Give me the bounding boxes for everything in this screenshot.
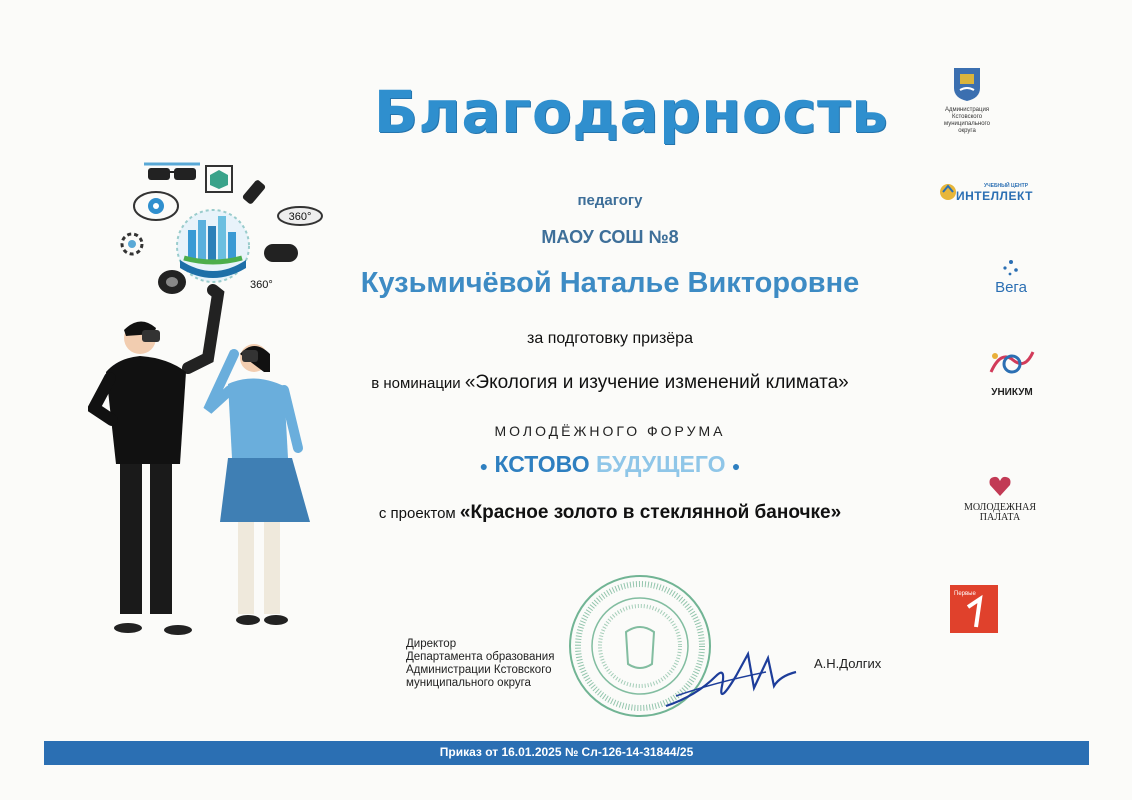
unikum-text: УНИКУМ [991,387,1033,398]
project-line [300,502,920,524]
flashlight-icon [242,179,267,205]
dot-left-icon: ● [479,457,489,474]
award-reason: за подготовку призёра [527,330,693,347]
pervye-text: Первые [954,591,976,597]
vega-text: Вега [995,279,1027,296]
recipient-name: Кузьмичёвой Наталье Викторовне [360,267,860,299]
number-one-icon [950,585,998,633]
project-prefix: с проектом [378,505,456,522]
order-reference: Приказ от 16.01.2025 № Сл-126-14-31844/25 [439,745,694,759]
bulb-icon [938,182,958,202]
unikum-symbol-icon [987,346,1037,382]
signatory-name: А.Н.Долгих [814,656,882,671]
youth-line: МОЛОДЕЖНАЯ [963,502,1037,513]
unikum-logo [980,346,1044,398]
nomination-title: «Экология и изучение изменений климата» [464,372,849,393]
nomination-line [300,372,920,394]
woman-figure [208,344,310,625]
administration-logo [932,66,1002,135]
signature-icon [656,636,806,716]
gear-icon [122,234,142,254]
badge-360-label: 360° [288,211,312,223]
gamepad-icon [264,244,298,262]
footer-bar [44,741,1089,765]
glasses-icon [144,164,200,180]
youth-line: ПАЛАТА [979,512,1021,523]
city-globe-icon [177,210,249,282]
signatory-title-line: Департамента образования [406,651,555,663]
nomination-prefix: в номинации [371,375,461,392]
badge-360-label-2: 360° [250,279,273,291]
intellect-text: ИНТЕЛЛЕКТ [956,189,1033,203]
intellect-small-text: УЧЕБНЫЙ ЦЕНТР [984,183,1029,189]
stars-icon [1001,258,1021,278]
eagle-emblem-icon [626,627,654,668]
coat-of-arms-icon [952,66,982,102]
signatory-title [406,638,554,690]
vr-people-illustration [88,158,338,648]
heart-icon [988,474,1012,498]
signatory-title-line: Администрации Кстовского [406,664,552,676]
recipient-role: педагогу [577,192,643,209]
man-figure [94,290,218,635]
dot-right-icon: ● [731,457,741,474]
pervye-logo [950,585,998,633]
eye-icon [134,192,178,220]
cube-icon [206,166,232,192]
forum-name-part2: БУДУЩЕГО [595,451,726,477]
certificate-title: Благодарность [373,78,889,146]
vr-headset-icon [158,270,186,294]
school-name: МАОУ СОШ №8 [541,227,679,247]
forum-label: МОЛОДЁЖНОГО ФОРУМА [494,423,726,439]
admin-line: муниципального [944,121,990,127]
admin-line: округа [958,128,976,134]
admin-line: Кстовского [951,114,983,120]
youth-chamber-logo [948,474,1052,523]
vega-logo [986,258,1036,296]
forum-name-part1: КСТОВО [494,451,590,477]
signatory-title-line: муниципального округа [406,677,531,689]
admin-line: Администрация [944,107,990,113]
forum-name [380,451,840,478]
project-title: «Красное золото в стеклянной баночке» [459,502,842,523]
signatory-title-line: Директор [406,638,457,650]
badge-360-icon [278,207,322,225]
